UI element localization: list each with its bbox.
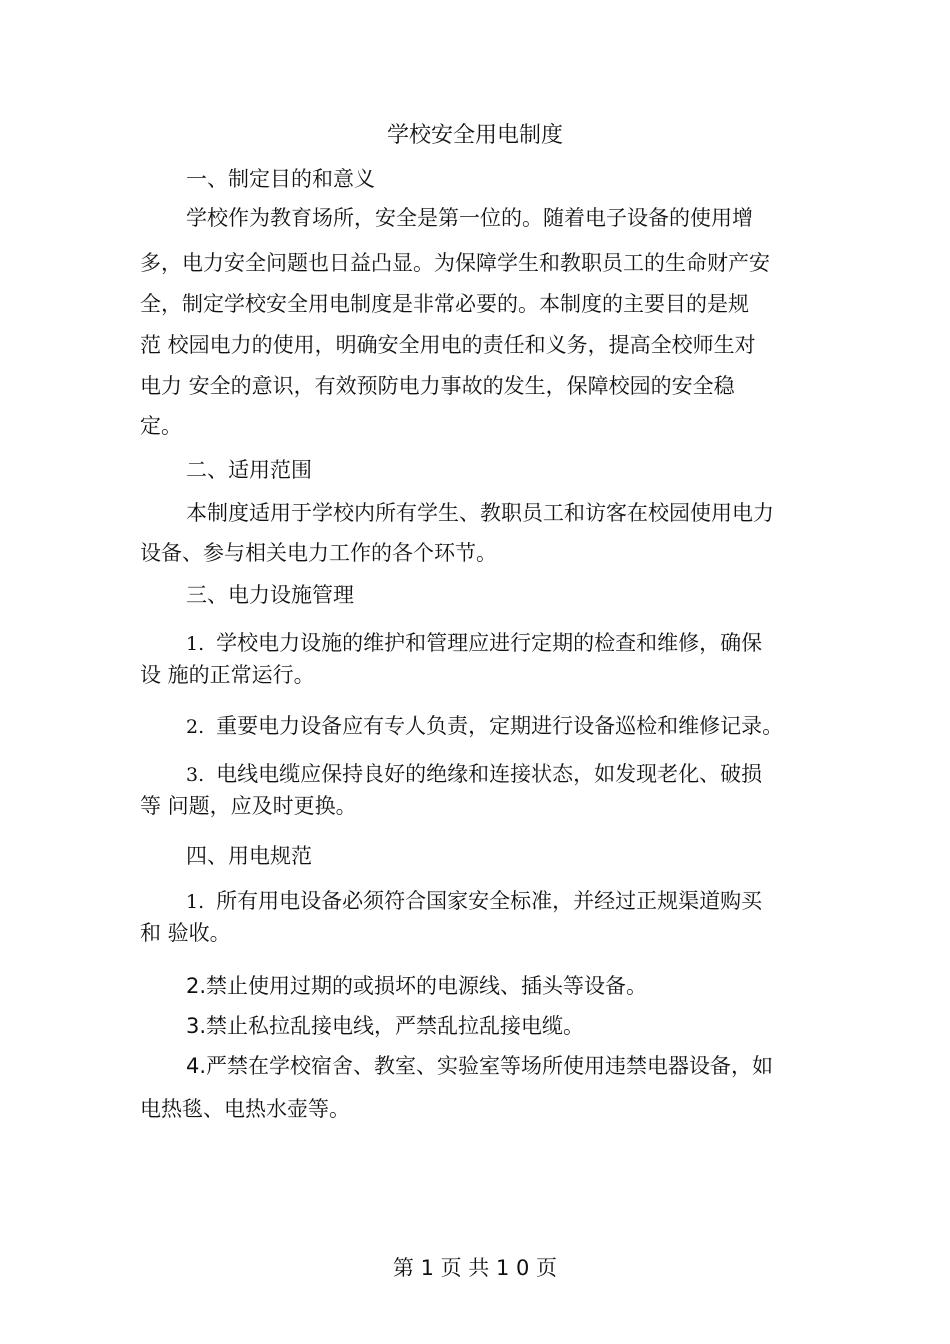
paragraph-line: 设备、参与相关电力工作的各个环节。 [140,541,497,565]
list-number: 3. [186,764,205,786]
list-item [186,629,762,658]
paragraph-line: 多，电力安全问题也日益凸显。为保障学生和教职员工的生命财产安 [140,251,770,275]
paragraph-line: 全，制定学校安全用电制度是非常必要的。本制度的主要目的是规 [140,292,749,316]
list-number: 1. [186,891,205,913]
list-item [186,712,783,741]
section-heading-purpose: 一、制定目的和意义 [186,167,375,191]
section-heading-scope: 二、适用范围 [186,458,312,482]
list-item: 3.禁止私拉乱接电线，严禁乱拉乱接电缆。 [186,1014,585,1038]
section-heading-facility-management: 三、电力设施管理 [186,583,354,607]
paragraph-line: 学校作为教育场所，安全是第一位的。随着电子设备的使用增 [186,206,753,230]
list-number: 1. [186,633,205,655]
paragraph-line: 定。 [140,414,182,438]
list-number: 2. [186,716,205,738]
list-item [186,760,762,789]
list-item [186,887,762,916]
list-item-continuation: 设 施的正常运行。 [140,663,315,687]
list-item-text: 重要电力设备应有专人负责，定期进行设备巡检和维修记录。 [216,714,784,738]
section-heading-usage-rules: 四、用电规范 [186,844,312,868]
page-number-footer: 第 1 页 共 1 0 页 [392,1256,558,1280]
list-item-continuation: 等 问题，应及时更换。 [140,794,357,818]
paragraph-line: 电力 安全的意识，有效预防电力事故的发生，保障校园的安全稳 [140,374,735,398]
list-item-text: 电线电缆应保持良好的绝缘和连接状态，如发现老化、破损 [216,762,763,786]
paragraph-line: 范 校园电力的使用，明确安全用电的责任和义务，提高全校师生对 [140,333,756,357]
paragraph-line: 本制度适用于学校内所有学生、教职员工和访客在校园使用电力 [186,501,774,525]
list-item-text: 所有用电设备必须符合国家安全标准，并经过正规渠道购买 [216,889,763,913]
list-item-text: 学校电力设施的维护和管理应进行定期的检查和维修，确保 [216,631,763,655]
list-item: 4.严禁在学校宿舍、教室、实验室等场所使用违禁电器设备，如 [186,1054,774,1078]
list-item-continuation: 电热毯、电热水壶等。 [140,1097,350,1121]
page-title: 学校安全用电制度 [386,123,563,148]
list-item-continuation: 和 验收。 [140,921,231,945]
list-item: 2.禁止使用过期的或损坏的电源线、插头等设备。 [186,974,648,998]
